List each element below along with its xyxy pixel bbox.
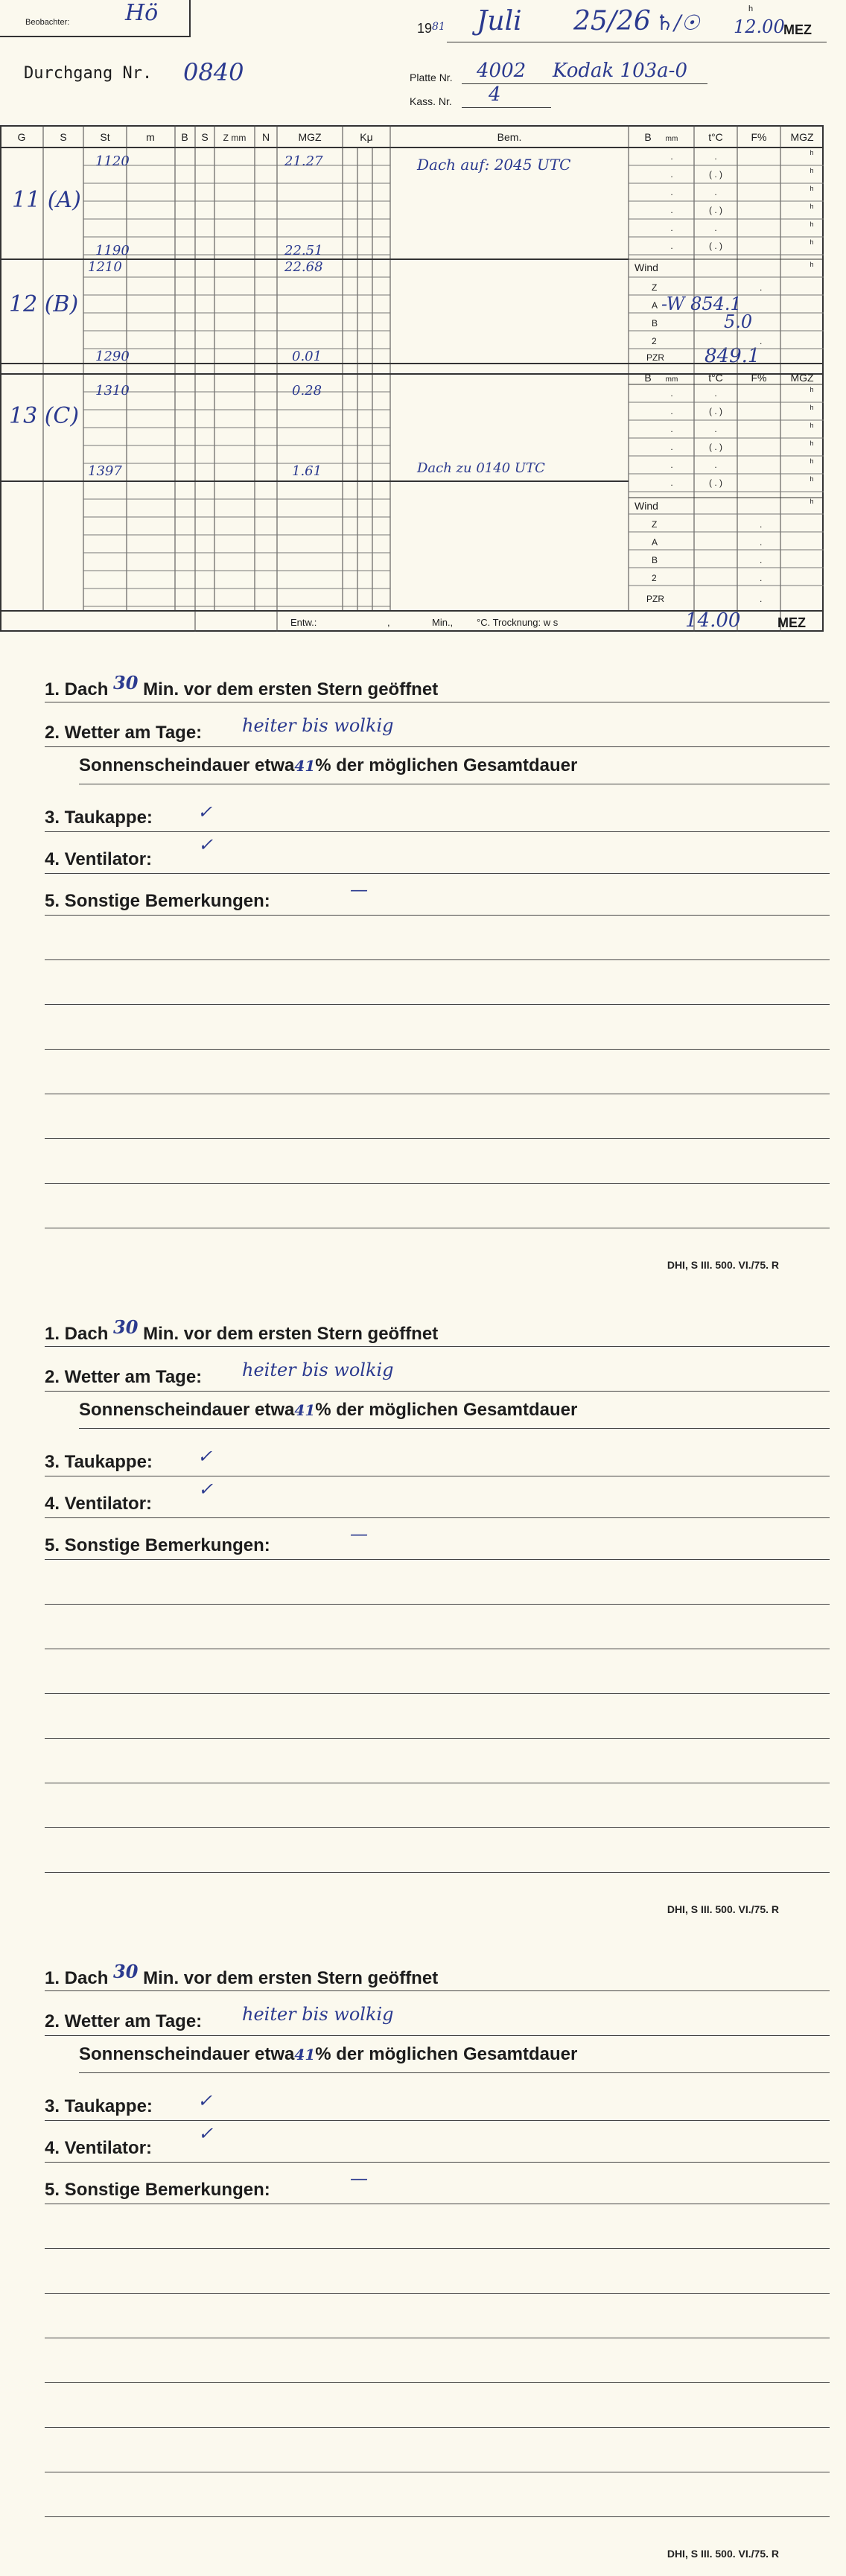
mgz-start-c: 0.28 <box>292 383 322 399</box>
q5-label: 5. Sonstige Bemerkungen: <box>45 1535 270 1555</box>
sun-line <box>79 2072 830 2073</box>
q4-label: 4. Ventilator: <box>45 1494 153 1514</box>
sun-value: 41 <box>294 2046 316 2063</box>
q1-row <box>45 1316 439 1345</box>
q3-label: 3. Taukappe: <box>45 1452 153 1472</box>
observation-table <box>0 125 824 632</box>
q2-label: 2. Wetter am Tage: <box>45 723 203 743</box>
wind-label-1: Wind <box>634 261 658 273</box>
mgz-end-b: 0.01 <box>292 349 322 364</box>
col-header-humidity-2: F% <box>751 372 767 384</box>
days-value: 25/26 <box>573 6 651 37</box>
wind-dot: . <box>760 555 763 565</box>
hour-mark: h <box>810 238 814 246</box>
sun-pre: Sonnenscheindauer etwa <box>79 2044 295 2064</box>
q5-value: — <box>350 879 368 900</box>
hour-mark: h <box>810 422 814 429</box>
col-header-temp: t°C <box>708 131 723 143</box>
blank-line <box>45 2516 830 2517</box>
q1-row <box>45 672 439 700</box>
blank-line <box>45 2248 830 2249</box>
blank-line <box>45 1138 830 1139</box>
blank-line <box>45 1604 830 1605</box>
q1-line <box>45 1990 830 1991</box>
blank-line <box>45 1827 830 1828</box>
mgz-start-a: 21.27 <box>284 153 323 169</box>
mez-end-label: MEZ <box>777 615 806 630</box>
sun-pre: Sonnenscheindauer etwa <box>79 755 295 775</box>
pressure-dot: . <box>670 406 673 416</box>
wind-label-2: Wind <box>634 500 658 512</box>
st-end-c: 1397 <box>88 463 122 479</box>
year-suffix: 81 <box>432 21 445 33</box>
q4-line <box>45 1517 830 1518</box>
hour-mark: h <box>810 167 814 174</box>
st-end-a: 1190 <box>95 243 130 258</box>
notes-section <box>0 1307 846 1918</box>
wind-dot: . <box>760 573 763 583</box>
footer-comma: , <box>387 617 390 628</box>
hour-mark: h <box>810 149 814 156</box>
q4-value: ✓ <box>198 2123 214 2144</box>
blank-line <box>45 1049 830 1050</box>
blank-line <box>45 959 830 960</box>
sun-value: 41 <box>294 1401 316 1419</box>
sun-line <box>79 1428 830 1429</box>
col-header-humidity: F% <box>751 131 767 143</box>
q5-label: 5. Sonstige Bemerkungen: <box>45 891 270 911</box>
sun-pre: Sonnenscheindauer etwa <box>79 1400 295 1420</box>
plate-value: 4002 <box>477 60 527 82</box>
q1-line <box>45 1346 830 1347</box>
bem-c: Dach zu 0140 UTC <box>417 460 545 476</box>
wind-two-1: 2 <box>652 336 657 346</box>
q3-label: 3. Taukappe: <box>45 808 153 828</box>
col-header-mgz: MGZ <box>298 131 322 143</box>
q3-label: 3. Taukappe: <box>45 2096 153 2116</box>
q4-value: ✓ <box>198 834 214 855</box>
col-header-bem: Bem. <box>497 131 522 143</box>
q1-post: Min. vor dem ersten Stern geöffnet <box>143 1968 439 1988</box>
col-header-n: N <box>261 131 270 143</box>
pressure-dot: . <box>670 424 673 434</box>
st-start-b: 1210 <box>88 259 122 275</box>
pressure-dot: . <box>670 169 673 180</box>
time-unit-sup: h <box>748 4 754 13</box>
q5-line <box>45 1559 830 1560</box>
form-number: DHI, S III. 500. VI./75. R <box>667 2548 779 2560</box>
hour-mark: h <box>810 498 814 505</box>
wind-pzr-value-1: 849.1 <box>705 345 760 367</box>
temperature-paren: ( . ) <box>709 241 722 251</box>
temperature-dot: . <box>714 187 717 197</box>
col-header-mgz-right: MGZ <box>790 131 814 143</box>
wind-b-value-1: 5.0 <box>724 311 753 332</box>
temperature-dot: . <box>714 223 717 233</box>
mgz-start-b: 22.68 <box>284 259 323 275</box>
wind-b-2: B <box>652 555 658 565</box>
wind-a-2: A <box>652 537 658 548</box>
q4-line <box>45 873 830 874</box>
temperature-dot: . <box>714 151 717 162</box>
q4-label: 4. Ventilator: <box>45 2138 153 2158</box>
col-header-b: B <box>181 131 188 143</box>
time-start: 12.00 <box>734 16 785 37</box>
transit-value: 0840 <box>183 58 244 86</box>
q3-line <box>45 2120 830 2121</box>
wind-b-1: B <box>652 318 658 329</box>
col-header-mm: mm <box>665 135 678 143</box>
form-number: DHI, S III. 500. VI./75. R <box>667 1903 779 1915</box>
group-label-a: 11 (A) <box>12 187 81 213</box>
q2-line <box>45 1391 830 1392</box>
q1-value: 30 <box>113 672 139 694</box>
st-start-c: 1310 <box>95 383 130 399</box>
blank-line <box>45 1183 830 1184</box>
q4-value: ✓ <box>198 1479 214 1500</box>
temperature-paren: ( . ) <box>709 478 722 488</box>
group-label-c: 13 (C) <box>9 403 80 429</box>
q4-label: 4. Ventilator: <box>45 849 153 869</box>
notes-section <box>0 663 846 1274</box>
q3-value: ✓ <box>197 1446 213 1467</box>
wind-z-2: Z <box>652 519 658 530</box>
q2-value: heiter bis wolkig <box>242 1360 394 1380</box>
sun-row <box>79 755 577 776</box>
hour-mark: h <box>810 457 814 465</box>
col-header-g: G <box>17 131 26 143</box>
q5-value: — <box>350 1523 368 1544</box>
pressure-dot: . <box>670 151 673 162</box>
q2-value: heiter bis wolkig <box>242 2004 394 2025</box>
wind-dot: . <box>760 594 763 604</box>
col-header-st: St <box>100 131 110 143</box>
temperature-dot: . <box>714 424 717 434</box>
mez-label: MEZ <box>783 22 812 37</box>
blank-line <box>45 2427 830 2428</box>
pressure-dot: . <box>670 478 673 488</box>
wind-dot: . <box>760 282 763 293</box>
mgz-end-c: 1.61 <box>292 463 322 479</box>
blank-line <box>45 1738 830 1739</box>
temperature-paren: ( . ) <box>709 205 722 215</box>
pressure-dot: . <box>670 241 673 251</box>
q2-label: 2. Wetter am Tage: <box>45 1367 203 1387</box>
transit-label: Durchgang Nr. <box>24 64 153 83</box>
hour-mark: h <box>810 386 814 393</box>
q3-line <box>45 831 830 832</box>
q3-value: ✓ <box>197 802 213 822</box>
q5-line <box>45 915 830 916</box>
temperature-paren: ( . ) <box>709 406 722 416</box>
footer-trocknung: °C. Trocknung: w s <box>477 617 559 628</box>
footer-min: Min., <box>432 617 454 628</box>
pressure-dot: . <box>670 460 673 470</box>
blank-line <box>45 1872 830 1873</box>
notes-section <box>0 1952 846 2563</box>
wind-a-value-1: -W 854.1 <box>661 294 742 314</box>
sun-row <box>79 1400 577 1421</box>
bem-a: Dach auf: 2045 UTC <box>417 156 571 174</box>
pressure-dot: . <box>670 388 673 399</box>
temperature-paren: ( . ) <box>709 442 722 452</box>
col-header-mm-2: mm <box>665 375 678 384</box>
blank-line <box>45 2382 830 2383</box>
observer-value: Hö <box>125 0 159 26</box>
q5-value: — <box>350 2168 368 2189</box>
date-line <box>417 21 445 37</box>
cassette-value: 4 <box>489 83 501 106</box>
q2-line <box>45 2035 830 2036</box>
col-header-temp-2: t°C <box>708 372 723 384</box>
sun-post: % der möglichen Gesamtdauer <box>315 2044 578 2064</box>
wind-two-2: 2 <box>652 573 657 583</box>
mgz-end-a: 22.51 <box>284 243 323 258</box>
month-value: Juli <box>477 6 522 37</box>
plate-type: Kodak 103a-0 <box>553 60 687 82</box>
weekday-value: ♄/☉ <box>655 10 700 35</box>
q2-line <box>45 746 830 747</box>
col-header-mgz-right-2: MGZ <box>790 372 814 384</box>
wind-dot: . <box>760 519 763 530</box>
wind-z-1: Z <box>652 282 658 293</box>
sun-post: % der möglichen Gesamtdauer <box>315 1400 578 1420</box>
sun-row <box>79 2044 577 2065</box>
footer-entw: Entw.: <box>290 617 317 628</box>
col-header-zmm: Z mm <box>223 133 247 143</box>
year-prefix: 19 <box>417 21 433 36</box>
blank-line <box>45 1693 830 1694</box>
q1-value: 30 <box>113 1316 139 1338</box>
wind-pzr-2: PZR <box>646 594 664 604</box>
col-header-b-right: B <box>644 131 652 143</box>
wind-a-1: A <box>652 300 658 311</box>
wind-dot: . <box>760 537 763 548</box>
temperature-paren: ( . ) <box>709 169 722 180</box>
hour-mark: h <box>810 185 814 192</box>
q1-pre: 1. Dach <box>45 679 109 699</box>
temperature-dot: . <box>714 460 717 470</box>
col-header-s: S <box>60 131 67 143</box>
col-header-m: m <box>146 131 155 143</box>
pressure-dot: . <box>670 442 673 452</box>
wind-dot: . <box>760 336 763 346</box>
q1-post: Min. vor dem ersten Stern geöffnet <box>143 679 439 699</box>
blank-line <box>45 2293 830 2294</box>
wind-pzr-1: PZR <box>646 352 664 363</box>
col-header-b-right-2: B <box>644 372 652 384</box>
plate-label: Platte Nr. <box>410 72 453 83</box>
hour-mark: h <box>810 440 814 447</box>
sun-post: % der möglichen Gesamtdauer <box>315 755 578 775</box>
sun-value: 41 <box>294 757 316 775</box>
form-number: DHI, S III. 500. VI./75. R <box>667 1259 779 1271</box>
group-label-b: 12 (B) <box>9 291 79 317</box>
q1-value: 30 <box>113 1961 139 1982</box>
pressure-dot: . <box>670 223 673 233</box>
observer-label: Beobachter: <box>25 18 70 27</box>
q5-label: 5. Sonstige Bemerkungen: <box>45 2180 270 2200</box>
col-header-s2: S <box>201 131 209 143</box>
hour-mark: h <box>810 404 814 411</box>
q1-pre: 1. Dach <box>45 1324 109 1344</box>
cassette-label: Kass. Nr. <box>410 95 452 107</box>
q1-post: Min. vor dem ersten Stern geöffnet <box>143 1324 439 1344</box>
q4-line <box>45 2162 830 2163</box>
cassette-underline <box>462 107 551 108</box>
observer-box <box>0 0 191 37</box>
hour-mark: h <box>810 221 814 228</box>
hour-mark: h <box>810 261 814 268</box>
col-header-kmu: Kμ <box>360 131 373 143</box>
temperature-dot: . <box>714 388 717 399</box>
q2-label: 2. Wetter am Tage: <box>45 2011 203 2031</box>
pressure-dot: . <box>670 187 673 197</box>
time-end: 14.00 <box>685 609 741 632</box>
hour-mark: h <box>810 475 814 483</box>
q3-value: ✓ <box>197 2090 213 2111</box>
pressure-dot: . <box>670 205 673 215</box>
q1-pre: 1. Dach <box>45 1968 109 1988</box>
q2-value: heiter bis wolkig <box>242 715 394 736</box>
st-end-b: 1290 <box>95 349 130 364</box>
st-start-a: 1120 <box>95 153 130 169</box>
q1-row <box>45 1961 439 1989</box>
hour-mark: h <box>810 203 814 210</box>
blank-line <box>45 1004 830 1005</box>
